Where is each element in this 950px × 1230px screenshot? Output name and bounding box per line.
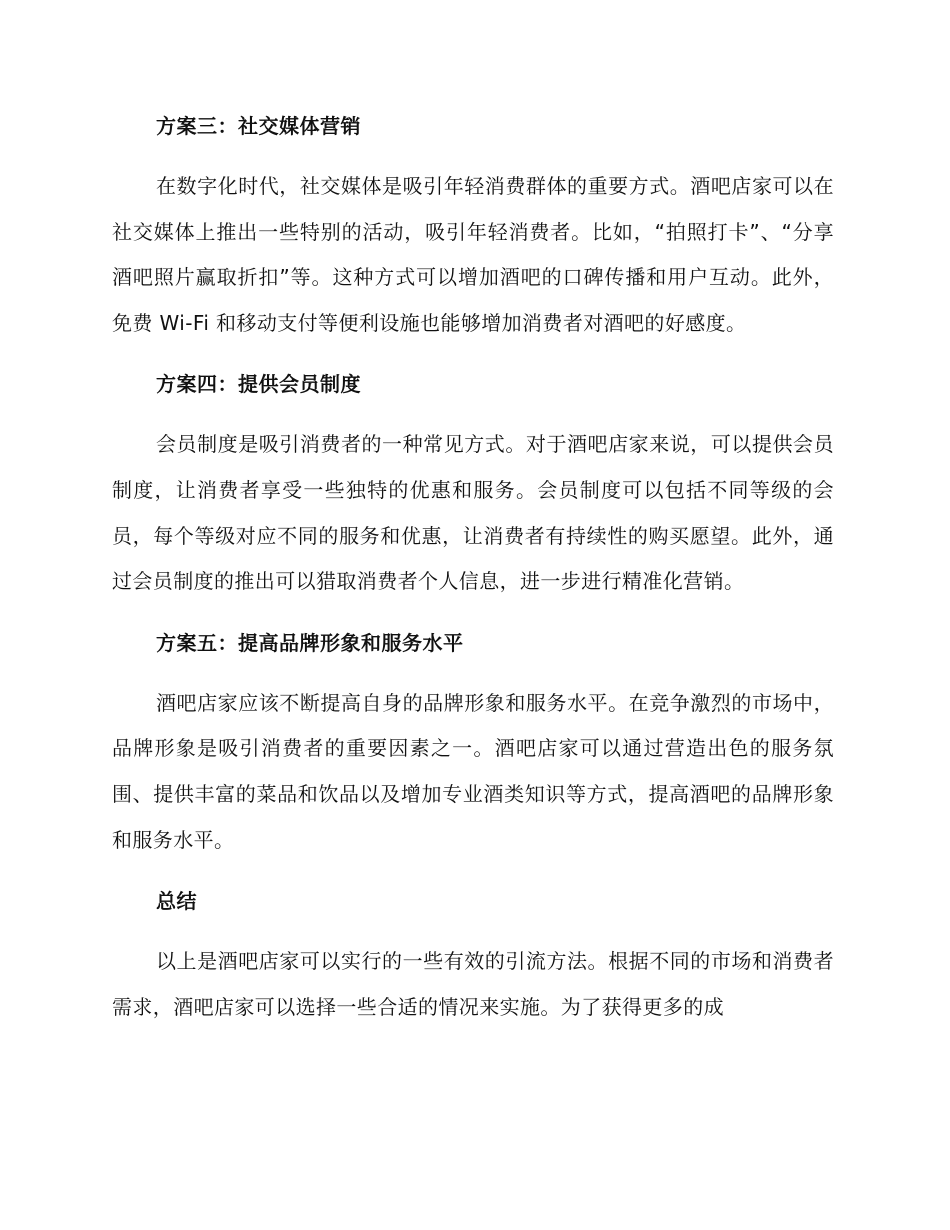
section-heading: 总结 <box>156 889 197 914</box>
section-paragraph: 以上是酒吧店家可以实行的一些有效的引流方法。根据不同的市场和消费者需求，酒吧店家可以选择一些合适的情况来实施。为了获得更多的成 <box>112 949 834 1019</box>
section-heading: 方案四：提供会员制度 <box>156 372 361 397</box>
section-heading: 方案五：提高品牌形象和服务水平 <box>156 630 464 655</box>
section-heading: 方案三：社交媒体营销 <box>156 114 361 138</box>
section-paragraph: 酒吧店家应该不断提高自身的品牌形象和服务水平。在竞争激烈的市场中，品牌形象是吸引消费者的重要因素之一。酒吧店家可以通过营造出色的服务氛围、提供丰富的菜品和饮品以及增加专业酒类知识等方式，提高酒吧的品牌形象和服务水平。 <box>112 690 834 852</box>
section-paragraph: 在数字化时代，社交媒体是吸引年轻消费群体的重要方式。酒吧店家可以在社交媒体上推出一些特别的活动，吸引年轻消费者。比如，“拍照打卡”、“分享酒吧照片赢取折扣”等。这种方式可以增加酒吧的口碑传播和用户互动。此外，免费 Wi-Fi 和移动支付等便利设施也能够增加消费者对酒吧的好感度。 <box>112 174 834 335</box>
section-paragraph: 会员制度是吸引消费者的一种常见方式。对于酒吧店家来说，可以提供会员制度，让消费者享受一些独特的优惠和服务。会员制度可以包括不同等级的会员，每个等级对应不同的服务和优惠，让消费者有持续性的购买愿望。此外，通过会员制度的推出可以猎取消费者个人信息，进一步进行精准化营销。 <box>112 432 834 594</box>
document-body <box>112 111 834 1053</box>
